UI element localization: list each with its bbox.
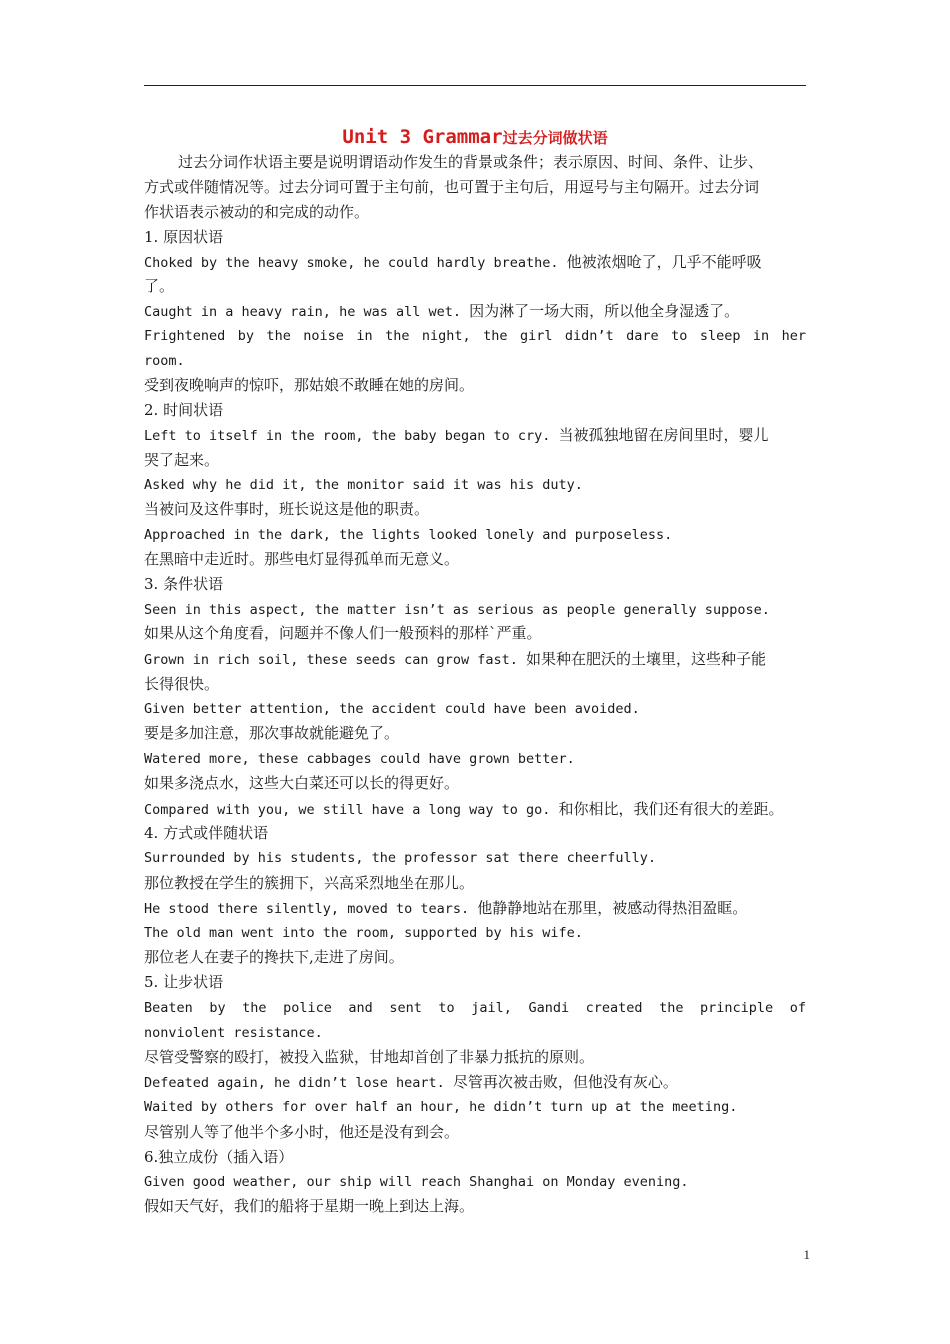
example-chinese: 假如天气好，我们的船将于星期一晚上到达上海。 [144, 1197, 475, 1215]
example-english: Defeated again, he didn’t lose heart. [144, 1075, 453, 1091]
section-heading: 1. 原因状语 [144, 228, 224, 246]
title-english: Unit 3 Grammar [342, 126, 503, 148]
example-english: He stood there silently, moved to tears. [144, 901, 478, 917]
example-english: Caught in a heavy rain, he was all wet. [144, 304, 470, 320]
section-heading: 6.独立成份（插入语） [144, 1148, 294, 1166]
example-english: Beaten by the police and sent to jail, Gandi created the principle of [144, 1000, 806, 1016]
example-english: nonviolent resistance. [144, 1025, 323, 1041]
page-title [0, 123, 950, 152]
intro-line-1: 过去分词作状语主要是说明谓语动作发生的背景或条件；表示原因、时间、条件、让步、 [178, 153, 764, 171]
example-chinese: 尽管再次被击败，但他没有灰心。 [452, 1073, 678, 1091]
example-sentence [144, 648, 766, 671]
header-rule [144, 85, 806, 86]
example-chinese: 要是多加注意，那次事故就能避免了。 [144, 724, 400, 742]
example-english: Waited by others for over half an hour, he didn’t turn up at the meeting. [144, 1099, 738, 1115]
example-chinese: 当被孤独地留在房间里时，婴儿 [558, 426, 769, 444]
example-sentence [144, 897, 747, 920]
example-chinese: 尽管别人等了他半个多小时，他还是没有到会。 [144, 1123, 460, 1141]
section-heading: 5. 让步状语 [144, 973, 224, 991]
example-chinese: 如果从这个角度看，问题并不像人们一般预料的那样`严重。 [144, 624, 542, 642]
example-chinese: 那位老人在妻子的搀扶下,走进了房间。 [144, 948, 404, 966]
example-sentence [144, 300, 739, 323]
example-english: Grown in rich soil, these seeds can grow fast. [144, 652, 527, 668]
example-chinese: 如果多浇点水，这些大白菜还可以长的得更好。 [144, 774, 460, 792]
example-english: Given better attention, the accident could have been avoided. [144, 701, 640, 717]
example-english: The old man went into the room, supported by his wife. [144, 925, 583, 941]
example-chinese: 那位教授在学生的簇拥下，兴高采烈地坐在那儿。 [144, 874, 475, 892]
example-sentence [144, 1071, 678, 1094]
example-chinese: 他静静地站在那里，被感动得热泪盈眶。 [477, 899, 748, 917]
example-chinese: 因为淋了一场大雨，所以他全身湿透了。 [469, 302, 740, 320]
example-chinese: 在黑暗中走近时。那些电灯显得孤单而无意义。 [144, 550, 460, 568]
title-chinese: 过去分词做状语 [502, 129, 608, 147]
example-chinese: 哭了起来。 [144, 451, 220, 469]
example-english: Surrounded by his students, the professor sat there cheerfully. [144, 850, 657, 866]
page-number: 1 [803, 1247, 810, 1262]
section-heading: 2. 时间状语 [144, 401, 224, 419]
example-english: room. [144, 353, 185, 369]
example-english: Watered more, these cabbages could have grown better. [144, 751, 575, 767]
example-chinese: 当被问及这件事时，班长说这是他的职责。 [144, 500, 430, 518]
example-sentence [144, 251, 762, 274]
example-chinese: 如果种在肥沃的土壤里，这些种子能 [526, 650, 767, 668]
example-english: Frightened by the noise in the night, the girl didn’t dare to sleep in her [144, 328, 806, 344]
example-chinese: 了。 [144, 277, 175, 295]
example-english: Choked by the heavy smoke, he could hardly breathe. [144, 255, 567, 271]
example-sentence [144, 424, 769, 447]
section-heading: 4. 方式或伴随状语 [144, 824, 269, 842]
example-chinese: 和你相比，我们还有很大的差距。 [558, 800, 784, 818]
example-english: Approached in the dark, the lights looked lonely and purposeless. [144, 527, 673, 543]
example-sentence [144, 798, 784, 821]
intro-line-2: 方式或伴随情况等。过去分词可置于主句前，也可置于主句后，用逗号与主句隔开。过去分词 [144, 178, 760, 196]
example-chinese: 他被浓烟呛了，几乎不能呼吸 [566, 253, 762, 271]
section-heading: 3. 条件状语 [144, 575, 224, 593]
example-chinese: 长得很快。 [144, 675, 220, 693]
example-english: Compared with you, we still have a long way to go. [144, 802, 559, 818]
example-chinese: 尽管受警察的殴打，被投入监狱，甘地却首创了非暴力抵抗的原则。 [144, 1048, 595, 1066]
example-english: Seen in this aspect, the matter isn’t as serious as people generally suppose. [144, 602, 770, 618]
example-chinese: 受到夜晚响声的惊吓，那姑娘不敢睡在她的房间。 [144, 376, 475, 394]
example-english: Asked why he did it, the monitor said it was his duty. [144, 477, 583, 493]
example-english: Given good weather, our ship will reach Shanghai on Monday evening. [144, 1174, 689, 1190]
intro-line-3: 作状语表示被动的和完成的动作。 [144, 203, 370, 221]
example-english: Left to itself in the room, the baby began to cry. [144, 428, 559, 444]
